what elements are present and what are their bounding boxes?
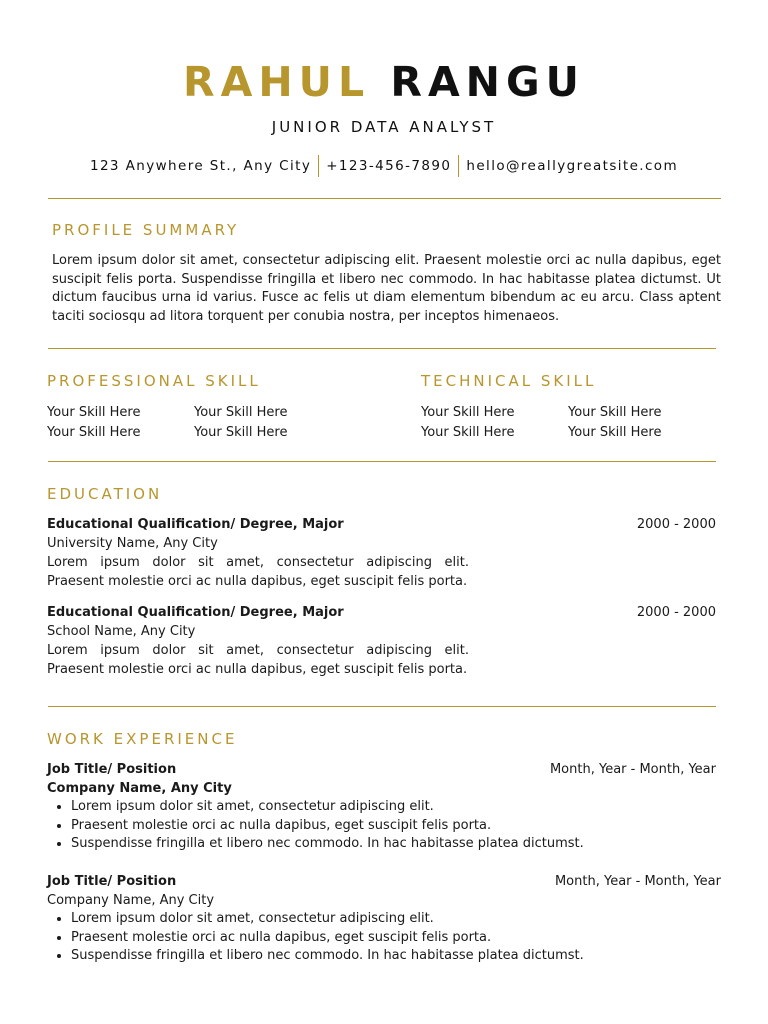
contact-divider	[458, 155, 459, 177]
technical-skill-list	[421, 404, 715, 441]
company-name: Company Name, Any City	[47, 893, 215, 908]
technical-skill-heading: TECHNICAL SKILL	[421, 372, 597, 390]
divider	[48, 198, 721, 199]
degree-title: Educational Qualification/ Degree, Major	[47, 605, 344, 620]
professional-skill-list	[47, 404, 341, 441]
education-entry	[47, 515, 716, 591]
divider	[48, 461, 716, 462]
skill-item: Your Skill Here	[194, 425, 288, 440]
contact-phone: +123-456-7890	[326, 158, 452, 174]
profile-summary-text: Lorem ipsum dolor sit amet, consectetur adipiscing elit. Praesent molestie orci ac nulla dapibus, eget suscipit felis porta. Suspendisse fringilla et libero nec commodo. In hac habitasse platea dictumst. Ut dictum faucibus urna id varius. Fusce ac felis ut diam elementum bibendum ac eu arcu. Class aptent taciti sociosqu ad litora torquent per conubia nostra, per inceptos himenaeos.	[52, 253, 721, 324]
last-name: RANGU	[390, 58, 585, 106]
work-entry	[47, 760, 716, 854]
job-position: Job Title/ Position	[47, 762, 177, 777]
first-name: RAHUL	[183, 58, 371, 106]
bullet-item: • Suspendisse fringilla et libero nec commodo. In hac habitasse platea dictumst.	[71, 835, 716, 854]
skill-item: Your Skill Here	[568, 425, 662, 440]
contact-line	[0, 155, 768, 177]
skill-item: Your Skill Here	[421, 425, 515, 440]
work-experience-heading: WORK EXPERIENCE	[47, 730, 238, 748]
school-name: University Name, Any City	[47, 536, 218, 551]
job-position: Job Title/ Position	[47, 874, 177, 889]
contact-address: 123 Anywhere St., Any City	[89, 158, 312, 174]
work-dates: Month, Year - Month, Year	[554, 874, 721, 889]
skill-item: Your Skill Here	[194, 405, 288, 420]
work-bullets	[47, 798, 716, 854]
education-description: Lorem ipsum dolor sit amet, consectetur adipiscing elit. Praesent molestie orci ac nulla dapibus, eget suscipit felis porta.	[47, 555, 469, 589]
contact-divider	[318, 155, 319, 177]
degree-title: Educational Qualification/ Degree, Major	[47, 517, 344, 532]
skill-item: Your Skill Here	[421, 405, 515, 420]
professional-skill-heading: PROFESSIONAL SKILL	[47, 372, 261, 390]
candidate-name	[0, 56, 768, 108]
school-name: School Name, Any City	[47, 624, 196, 639]
education-entry	[47, 603, 716, 679]
company-name: Company Name, Any City	[47, 781, 232, 796]
divider	[48, 348, 716, 349]
work-entry	[47, 872, 721, 966]
bullet-item: • Suspendisse fringilla et libero nec commodo. In hac habitasse platea dictumst.	[71, 947, 721, 966]
skill-item: Your Skill Here	[568, 405, 662, 420]
bullet-item: • Lorem ipsum dolor sit amet, consectetur adipiscing elit.	[71, 910, 721, 929]
education-years: 2000 - 2000	[636, 517, 716, 532]
contact-email: hello@reallygreatsite.com	[466, 158, 679, 174]
job-title: JUNIOR DATA ANALYST	[271, 118, 497, 136]
work-dates: Month, Year - Month, Year	[549, 762, 716, 777]
skill-item: Your Skill Here	[47, 405, 141, 420]
bullet-item: • Praesent molestie orci ac nulla dapibus, eget suscipit felis porta.	[71, 929, 721, 948]
education-heading: EDUCATION	[47, 485, 163, 503]
education-years: 2000 - 2000	[636, 605, 716, 620]
profile-summary-heading: PROFILE SUMMARY	[52, 221, 240, 239]
work-bullets	[47, 910, 721, 966]
bullet-item: • Praesent molestie orci ac nulla dapibus, eget suscipit felis porta.	[71, 817, 716, 836]
skill-item: Your Skill Here	[47, 425, 141, 440]
education-description: Lorem ipsum dolor sit amet, consectetur adipiscing elit. Praesent molestie orci ac nulla dapibus, eget suscipit felis porta.	[47, 643, 469, 677]
divider	[48, 706, 716, 707]
bullet-item: • Lorem ipsum dolor sit amet, consectetur adipiscing elit.	[71, 798, 716, 817]
